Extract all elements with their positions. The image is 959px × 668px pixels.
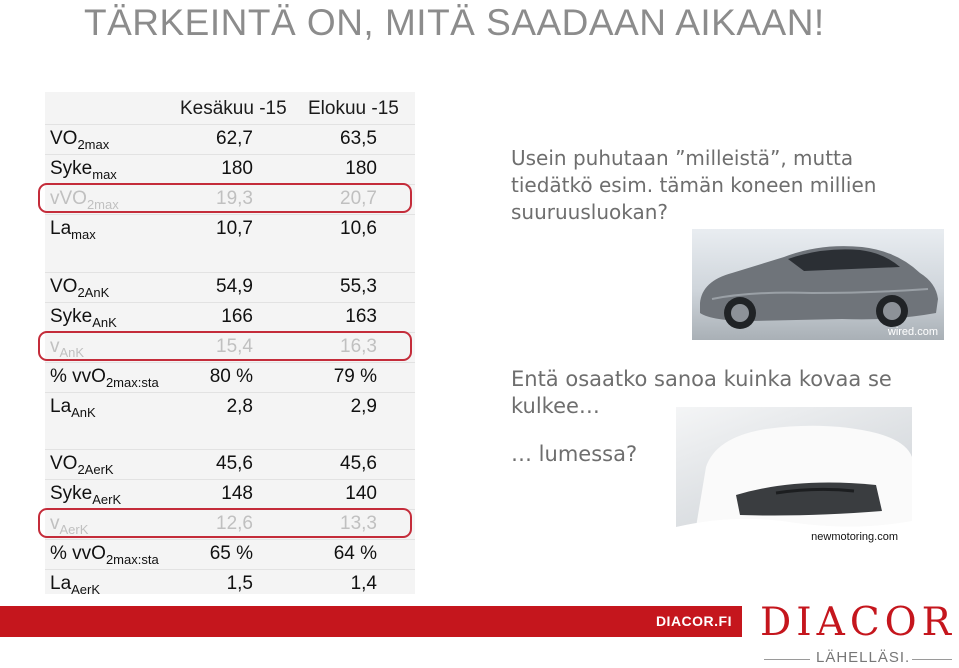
value-august: 64 % [333,543,377,564]
value-june: 148 [221,483,253,504]
row-label: % vvO$_{2max:sta}$ [50,366,159,390]
value-august: 180 [345,158,377,179]
row-label: $v_{AnK}$ [50,336,85,360]
value-august: 140 [345,483,377,504]
slide-title: TÄRKEINTÄ ON, MITÄ SAADAAN AIKAAN! [84,2,825,43]
table-row [45,272,415,302]
snow-car-photo [676,407,912,547]
table-row [45,214,415,244]
value-june: 54,9 [216,276,253,297]
photo-credit-wired: wired.com [887,326,938,338]
table-row [45,449,415,479]
table-row [45,539,415,569]
table-row [45,302,415,332]
col-header-august: Elokuu -15 [308,98,399,119]
value-june: 15,4 [216,336,253,357]
slogan-rule-left [764,659,810,660]
highlight-v-ank [38,331,412,361]
value-june: 10,7 [216,218,253,239]
snow-car-image [676,407,912,547]
row-label: % vvO$_{2max:sta}$ [50,543,159,567]
value-june: 166 [221,306,253,327]
row-label: $VO_{2max}$ [50,128,110,152]
value-june: 80 % [209,366,253,387]
row-label: $La_{AerK}$ [50,573,101,597]
table-row [45,124,415,154]
slogan-rule-right [912,659,952,660]
row-label: $v_{AerK}$ [50,513,89,537]
question-speed: Entä osaatko sanoa kuinka kovaa se kulkee… [511,367,892,418]
value-june: 62,7 [216,128,253,149]
question-snow: … lumessa? [511,442,638,466]
table-row [45,392,415,422]
value-june: 180 [221,158,253,179]
value-august: 79 % [333,366,377,387]
value-june: 1,5 [226,573,253,594]
value-august: 55,3 [340,276,377,297]
row-label: Syke$_{AerK}$ [50,483,122,507]
row-label: $La_{max}$ [50,218,96,242]
table-row [45,154,415,184]
car-photo [692,229,944,340]
car-image [692,229,944,340]
value-june: 2,8 [226,396,253,417]
value-august: 2,9 [350,396,377,417]
footer-url: DIACOR.FI [655,613,732,629]
row-label: $VO_{2AnK}$ [50,276,110,300]
value-august: 13,3 [340,513,377,534]
value-june: 45,6 [216,453,253,474]
value-august: 20,7 [340,188,377,209]
slogan: LÄHELLÄSI. [816,649,911,666]
row-label: Syke$_{max}$ [50,158,117,182]
diacor-logo: DIACOR [760,600,957,645]
col-header-june: Kesäkuu -15 [180,98,287,119]
value-june: 19,3 [216,188,253,209]
row-label: Syke$_{AnK}$ [50,306,117,330]
highlight-v-aerk [38,508,412,538]
value-august: 10,6 [340,218,377,239]
highlight-vvo2max [38,183,412,213]
value-august: 163 [345,306,377,327]
row-label: vVO$_{2max}$ [50,188,119,212]
value-august: 45,6 [340,453,377,474]
table-row [45,362,415,392]
footer-bar [0,606,742,637]
question-millis: Usein puhutaan ”milleistä”, mutta tiedätkö esim. tämän koneen millien suuruusluokan? [511,146,877,224]
value-august: 63,5 [340,128,377,149]
row-label: $La_{AnK}$ [50,396,96,420]
value-august: 1,4 [350,573,377,594]
value-june: 12,6 [216,513,253,534]
table-row [45,569,415,599]
value-august: 16,3 [340,336,377,357]
table-row [45,479,415,509]
row-label: $VO_{2AerK}$ [50,453,114,477]
value-june: 65 % [209,543,253,564]
photo-credit-newmotoring: newmotoring.com [811,531,898,543]
